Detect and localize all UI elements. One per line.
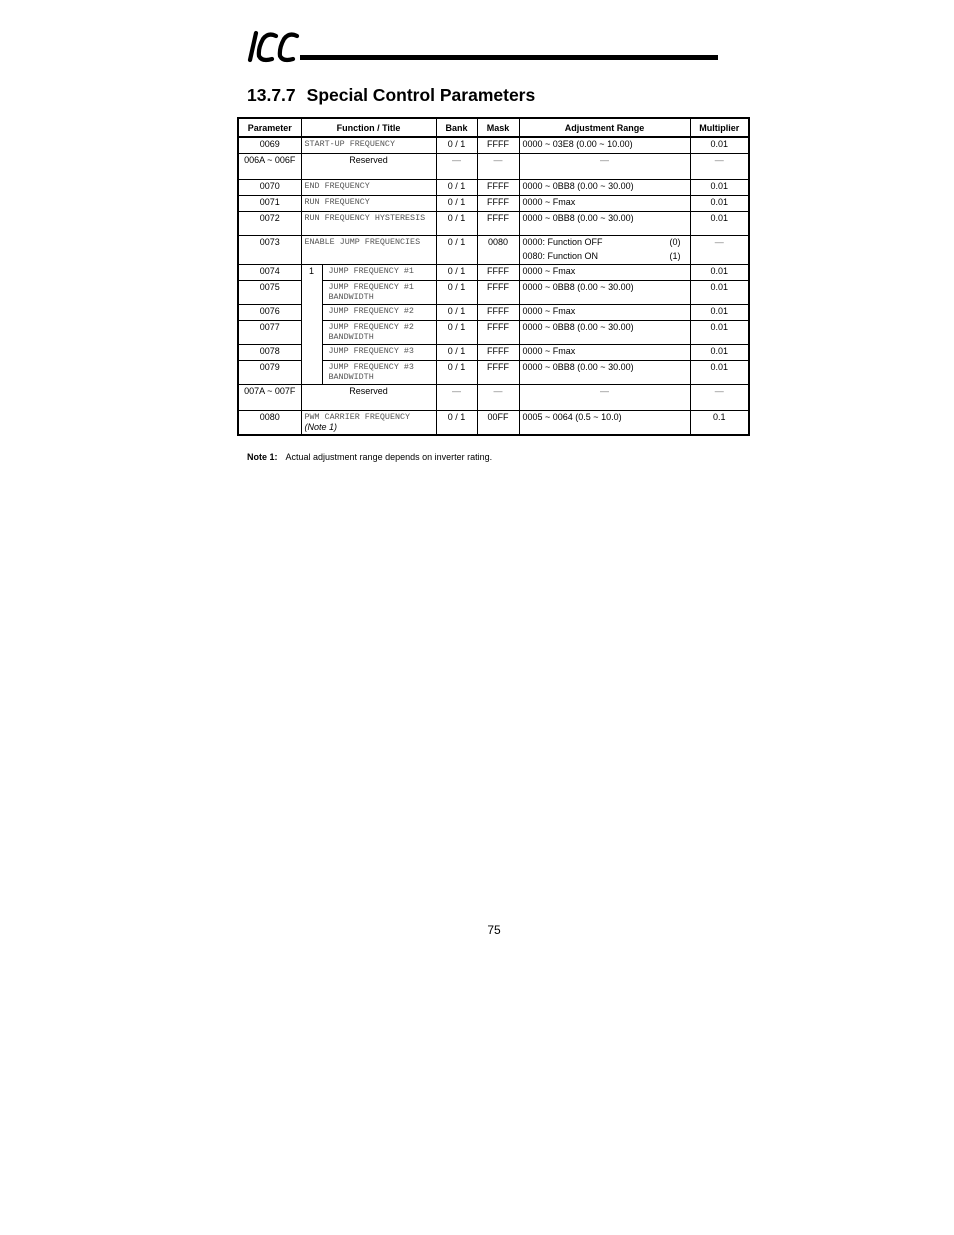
col-header-bank: Bank (436, 118, 477, 137)
function-cell: JUMP FREQUENCY #1 (322, 264, 436, 280)
range-cell: 0000 ~ 0BB8 (0.00 ~ 30.00) (519, 211, 690, 235)
range-cell: 0000 ~ 0BB8 (0.00 ~ 30.00) (519, 179, 690, 195)
bank-cell: 0 / 1 (436, 360, 477, 384)
multiplier-cell: — (690, 235, 749, 264)
range-cell: 0005 ~ 0064 (0.5 ~ 10.0) (519, 410, 690, 435)
mask-cell: FFFF (477, 179, 519, 195)
range-option-code: (1) (669, 250, 681, 261)
table-row (238, 153, 749, 179)
mask-cell: FFFF (477, 280, 519, 304)
param-cell: 0073 (238, 235, 301, 264)
mask-cell: FFFF (477, 344, 519, 360)
range-option (523, 237, 687, 247)
mask-cell: FFFF (477, 195, 519, 211)
range-option-code: (0) (669, 236, 681, 247)
function-cell: JUMP FREQUENCY #1 BANDWIDTH (322, 280, 436, 304)
param-cell: 006A ~ 006F (238, 153, 301, 179)
function-note: (Note 1) (304, 421, 338, 432)
multiplier-cell: 0.01 (690, 211, 749, 235)
col-header-range: Adjustment Range (519, 118, 690, 137)
multiplier-cell: 0.1 (690, 410, 749, 435)
col-header-multiplier: Multiplier (690, 118, 749, 137)
bank-cell: 0 / 1 (436, 179, 477, 195)
bank-cell: — (436, 384, 477, 410)
function-cell: END FREQUENCY (301, 179, 436, 195)
multiplier-cell: 0.01 (690, 179, 749, 195)
range-cell: — (519, 153, 690, 179)
table-row (238, 179, 749, 195)
range-cell: 0000 ~ 0BB8 (0.00 ~ 30.00) (519, 320, 690, 344)
col-header-function: Function / Title (301, 118, 436, 137)
function-cell (301, 410, 436, 435)
param-cell: 0075 (238, 280, 301, 304)
table-row (238, 211, 749, 235)
table-row (238, 195, 749, 211)
multiplier-cell: — (690, 384, 749, 410)
footnote-label: Note 1: (247, 452, 278, 462)
range-cell: 0000 ~ 0BB8 (0.00 ~ 30.00) (519, 280, 690, 304)
param-cell: 0078 (238, 344, 301, 360)
range-cell: 0000 ~ Fmax (519, 304, 690, 320)
range-option (523, 251, 687, 261)
header-rule (300, 55, 718, 60)
range-cell: 0000 ~ Fmax (519, 344, 690, 360)
col-header-mask: Mask (477, 118, 519, 137)
range-cell (519, 235, 690, 264)
bank-cell: 0 / 1 (436, 235, 477, 264)
mask-cell: — (477, 153, 519, 179)
multiplier-cell: 0.01 (690, 137, 749, 153)
table-row (238, 235, 749, 264)
bank-cell: 0 / 1 (436, 344, 477, 360)
bank-cell: 0 / 1 (436, 410, 477, 435)
multiplier-cell: — (690, 153, 749, 179)
function-cell: RUN FREQUENCY HYSTERESIS (301, 211, 436, 235)
function-cell: RUN FREQUENCY (301, 195, 436, 211)
range-cell: 0000 ~ Fmax (519, 264, 690, 280)
icc-logo-icon (246, 28, 302, 64)
mask-cell: FFFF (477, 360, 519, 384)
mask-cell: FFFF (477, 320, 519, 344)
col-header-parameter: Parameter (238, 118, 301, 137)
range-option-text: 0000: Function OFF (522, 236, 603, 247)
mask-cell: FFFF (477, 304, 519, 320)
range-cell: 0000 ~ Fmax (519, 195, 690, 211)
multiplier-cell: 0.01 (690, 264, 749, 280)
bank-cell: 0 / 1 (436, 320, 477, 344)
range-option-text: 0080: Function ON (522, 250, 599, 261)
table-row (238, 384, 749, 410)
function-cell: Reserved (301, 384, 436, 410)
function-cell: START-UP FREQUENCY (301, 137, 436, 153)
multiplier-cell: 0.01 (690, 344, 749, 360)
mask-cell: FFFF (477, 211, 519, 235)
mask-cell: FFFF (477, 264, 519, 280)
footnote-text: Actual adjustment range depends on inverter rating. (285, 452, 493, 462)
multiplier-cell: 0.01 (690, 320, 749, 344)
jump-group-label: 1 (301, 264, 322, 384)
mask-cell: — (477, 384, 519, 410)
table-row (238, 410, 749, 435)
mask-cell: 0080 (477, 235, 519, 264)
multiplier-cell: 0.01 (690, 360, 749, 384)
param-cell: 0079 (238, 360, 301, 384)
range-cell: 0000 ~ 0BB8 (0.00 ~ 30.00) (519, 360, 690, 384)
multiplier-cell: 0.01 (690, 280, 749, 304)
function-cell: JUMP FREQUENCY #2 (322, 304, 436, 320)
mask-cell: 00FF (477, 410, 519, 435)
param-cell: 007A ~ 007F (238, 384, 301, 410)
param-cell: 0077 (238, 320, 301, 344)
bank-cell: 0 / 1 (436, 264, 477, 280)
range-cell: 0000 ~ 03E8 (0.00 ~ 10.00) (519, 137, 690, 153)
function-title: PWM CARRIER FREQUENCY (304, 411, 411, 422)
param-cell: 0070 (238, 179, 301, 195)
param-cell: 0072 (238, 211, 301, 235)
function-cell: Reserved (301, 153, 436, 179)
multiplier-cell: 0.01 (690, 195, 749, 211)
param-cell: 0074 (238, 264, 301, 280)
footnote (247, 452, 492, 462)
function-cell: JUMP FREQUENCY #3 BANDWIDTH (322, 360, 436, 384)
bank-cell: 0 / 1 (436, 195, 477, 211)
function-cell: ENABLE JUMP FREQUENCIES (301, 235, 436, 264)
table-row (238, 137, 749, 153)
bank-cell: 0 / 1 (436, 137, 477, 153)
section-title (247, 85, 535, 106)
range-cell: — (519, 384, 690, 410)
parameter-table (237, 117, 750, 436)
page-number: 75 (487, 923, 501, 937)
bank-cell: — (436, 153, 477, 179)
function-cell: JUMP FREQUENCY #2 BANDWIDTH (322, 320, 436, 344)
bank-cell: 0 / 1 (436, 211, 477, 235)
mask-cell: FFFF (477, 137, 519, 153)
bank-cell: 0 / 1 (436, 304, 477, 320)
param-cell: 0076 (238, 304, 301, 320)
table-header-row (238, 118, 749, 137)
param-cell: 0071 (238, 195, 301, 211)
param-cell: 0080 (238, 410, 301, 435)
multiplier-cell: 0.01 (690, 304, 749, 320)
section-title-text: Special Control Parameters (306, 85, 536, 105)
function-cell: JUMP FREQUENCY #3 (322, 344, 436, 360)
table-row (238, 264, 749, 280)
param-cell: 0069 (238, 137, 301, 153)
section-number: 13.7.7 (247, 85, 296, 105)
bank-cell: 0 / 1 (436, 280, 477, 304)
